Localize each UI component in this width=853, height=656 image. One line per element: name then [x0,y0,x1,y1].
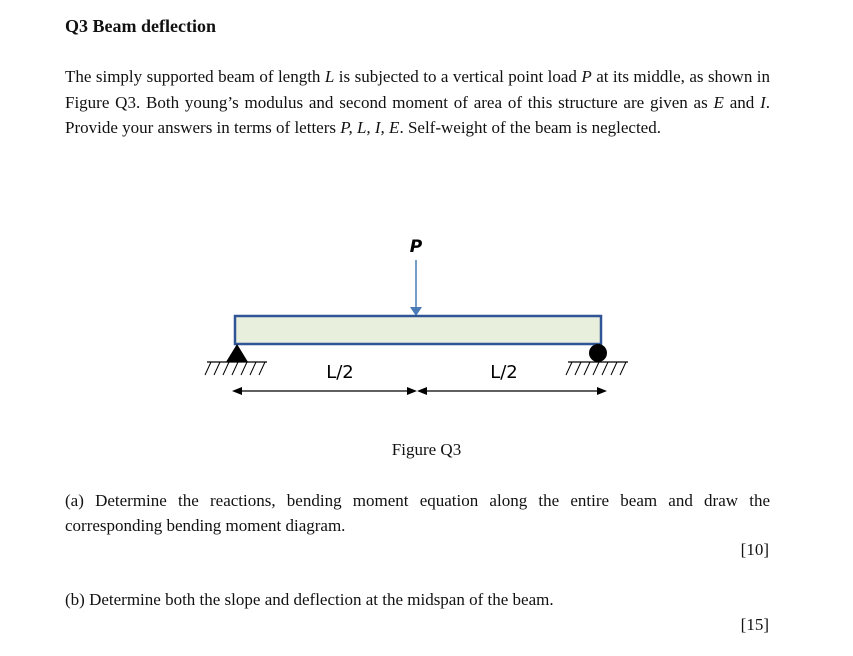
var-I: I [760,92,766,112]
dimension-arrowhead [417,387,427,395]
part-b-marks: [15] [740,615,769,634]
dimension-arrowhead [597,387,607,395]
question-title: Q3 Beam deflection [65,16,216,36]
part-b-question: (b) Determine both the slope and deflection at the midspan of the beam. [65,590,554,609]
beam-figure [0,225,853,415]
problem-statement [65,64,770,141]
var-L: L [324,67,335,86]
beam [235,316,601,344]
span-label-left: L/2 [326,362,354,383]
intro-text: is subjected to a vertical point load [334,67,582,86]
intro-text: . Provide your answers in terms of letters [65,92,770,137]
figure-caption: Figure Q3 [391,440,462,459]
var-letters: P, L, I, E [340,118,400,137]
var-E: E [713,92,724,112]
part-a-marks: [10] [740,540,769,559]
part-a-question: (a) Determine the reactions, bending moment equation along the entire beam and draw the corresponding bending moment diagram. [65,491,770,535]
dimension-arrowhead [407,387,417,395]
intro-text: at its middle, as shown in Figure Q3. Both young’s modulus and second moment of area of this structure are given as [65,67,771,112]
pin-support [226,344,248,362]
load-label: P [409,237,423,257]
intro-text: The simply supported beam of length [65,67,325,86]
load-arrow-head [410,307,422,316]
dimension-arrowhead [232,387,242,395]
ground-hatch-left [205,362,265,375]
intro-text: . Self-weight of the beam is neglected. [399,118,661,137]
roller-support [589,344,607,362]
intro-text: and [723,92,761,112]
var-P: P [581,67,592,86]
span-label-right: L/2 [490,362,518,383]
ground-hatch-right [566,362,626,375]
